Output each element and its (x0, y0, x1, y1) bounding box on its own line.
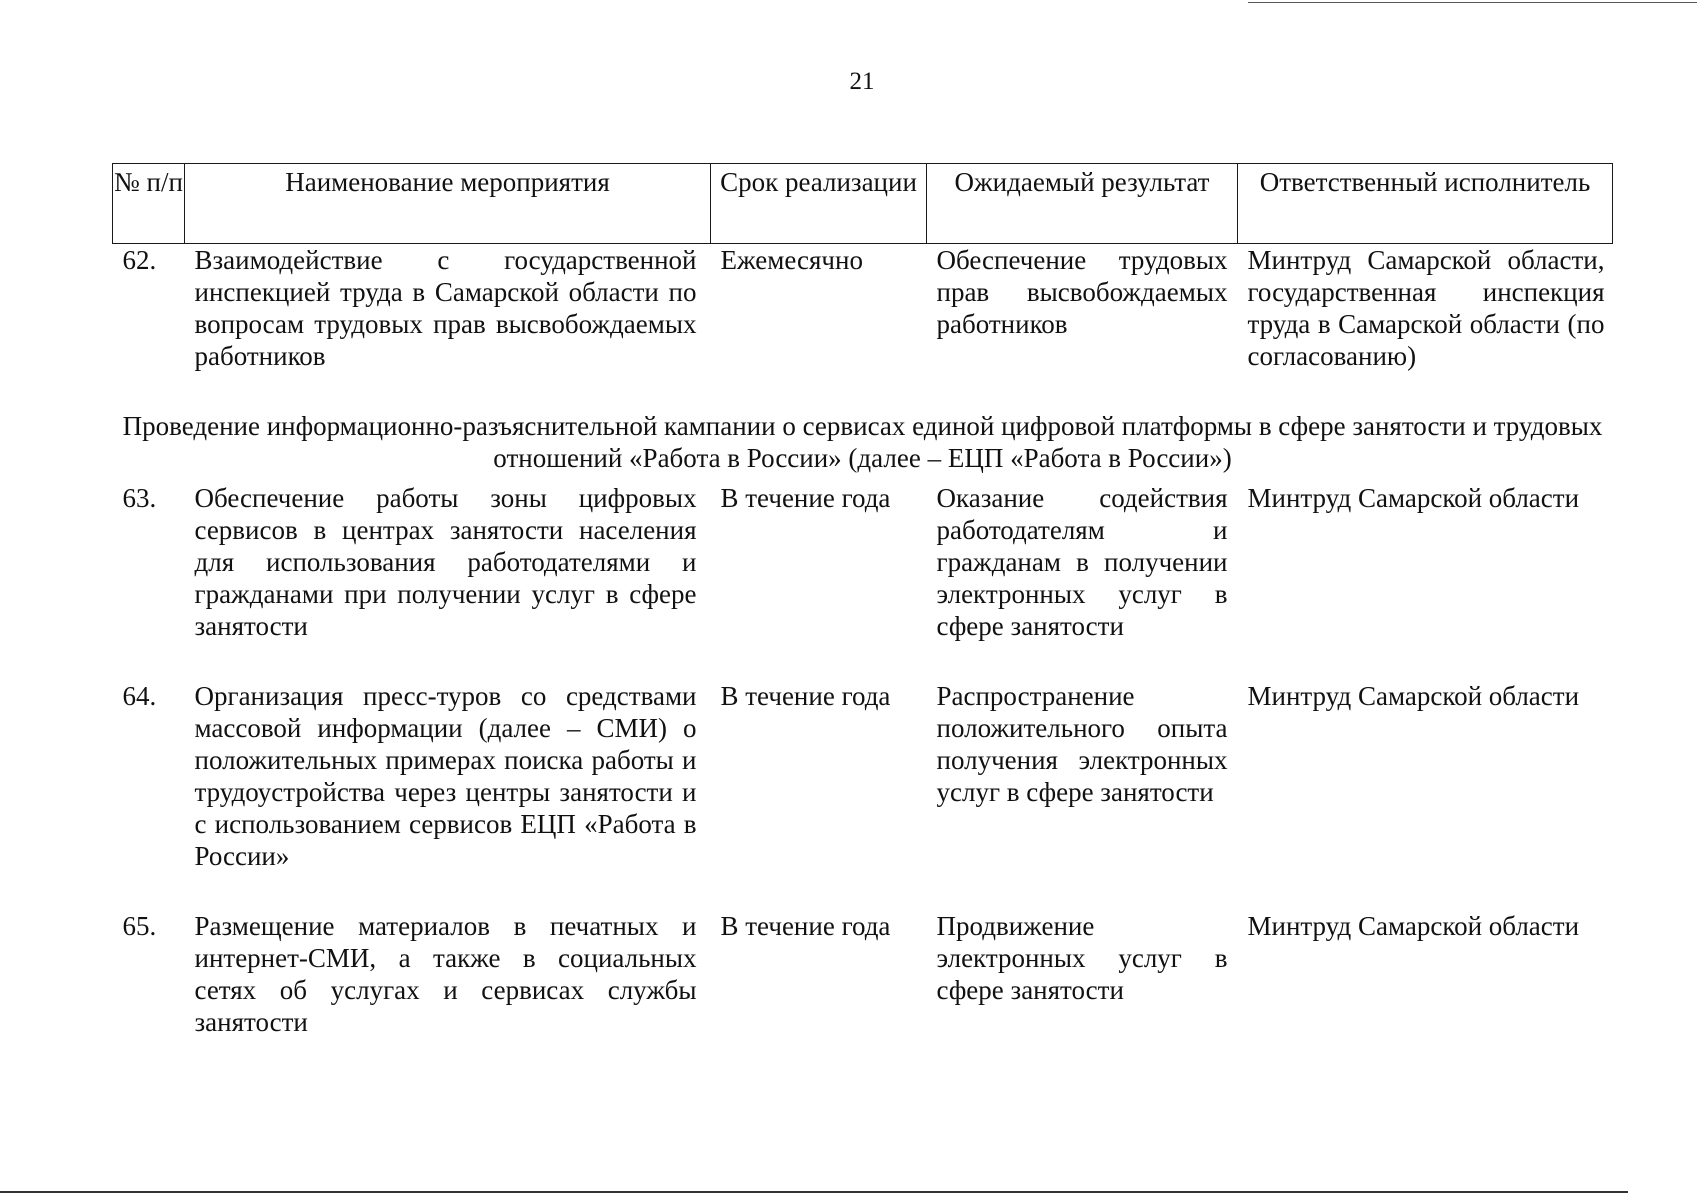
row-result: Распространение положительного опыта получения электронных услуг в сфере занятости (936, 681, 1228, 807)
top-edge-line (1248, 2, 1697, 3)
header-result: Ожидаемый результат (927, 164, 1238, 244)
header-name: Наименование мероприятия (185, 164, 711, 244)
header-term: Срок реализации (711, 164, 927, 244)
row-spacer (113, 872, 1613, 910)
row-num: 63. (122, 483, 157, 513)
row-num: 64. (122, 681, 157, 711)
table-row (113, 680, 1613, 872)
row-num: 62. (122, 245, 157, 275)
bottom-edge-line (0, 1191, 1628, 1193)
header-executor: Ответственный исполнитель (1238, 164, 1613, 244)
row-term: Ежемесячно (720, 245, 863, 275)
row-executor: Минтруд Самарской области (1247, 681, 1580, 711)
row-name: Взаимодействие с государственной инспекцией труда в Самарской области по вопросам трудовых прав высвобождаемых работников (194, 245, 697, 371)
row-executor: Минтруд Самарской области (1247, 483, 1580, 513)
measures-table (112, 163, 1613, 1038)
table-row (113, 482, 1613, 642)
page-number: 21 (849, 68, 875, 95)
row-result: Оказание содействия работодателям и гражданам в получении электронных услуг в сфере занятости (936, 483, 1228, 641)
header-num: № п/п (113, 164, 185, 244)
section-heading: Проведение информационно-разъяснительной кампании о сервисах единой цифровой платформы в сфере занятости и трудовых отношений «Работа в России» (далее – ЕЦП «Работа в России») (122, 411, 1603, 473)
row-term: В течение года (720, 483, 891, 513)
table-row (113, 244, 1613, 373)
table-header-row (113, 164, 1613, 244)
row-name: Организация пресс-туров со средствами массовой информации (далее – СМИ) о положительных примерах поиска работы и трудоустройства через центры занятости и с использованием сервисов ЕЦП «Работа в России» (194, 681, 697, 871)
row-result: Обеспечение трудовых прав высвобождаемых работников (936, 245, 1228, 339)
row-executor: Минтруд Самарской области (1247, 911, 1580, 941)
table-row (113, 910, 1613, 1038)
row-num: 65. (122, 911, 157, 941)
row-term: В течение года (720, 911, 891, 941)
row-spacer (113, 642, 1613, 680)
row-result: Продвижение электронных услуг в сфере занятости (936, 911, 1228, 1005)
section-heading-row (113, 372, 1613, 482)
row-executor: Минтруд Самарской области, государственная инспекция труда в Самарской области (по согласованию) (1247, 245, 1605, 371)
row-name: Размещение материалов в печатных и интернет-СМИ, а также в социальных сетях об услугах и сервисах службы занятости (194, 911, 697, 1037)
row-term: В течение года (720, 681, 891, 711)
row-name: Обеспечение работы зоны цифровых сервисов в центрах занятости населения для использования работодателями и гражданами при получении услуг в сфере занятости (194, 483, 697, 641)
